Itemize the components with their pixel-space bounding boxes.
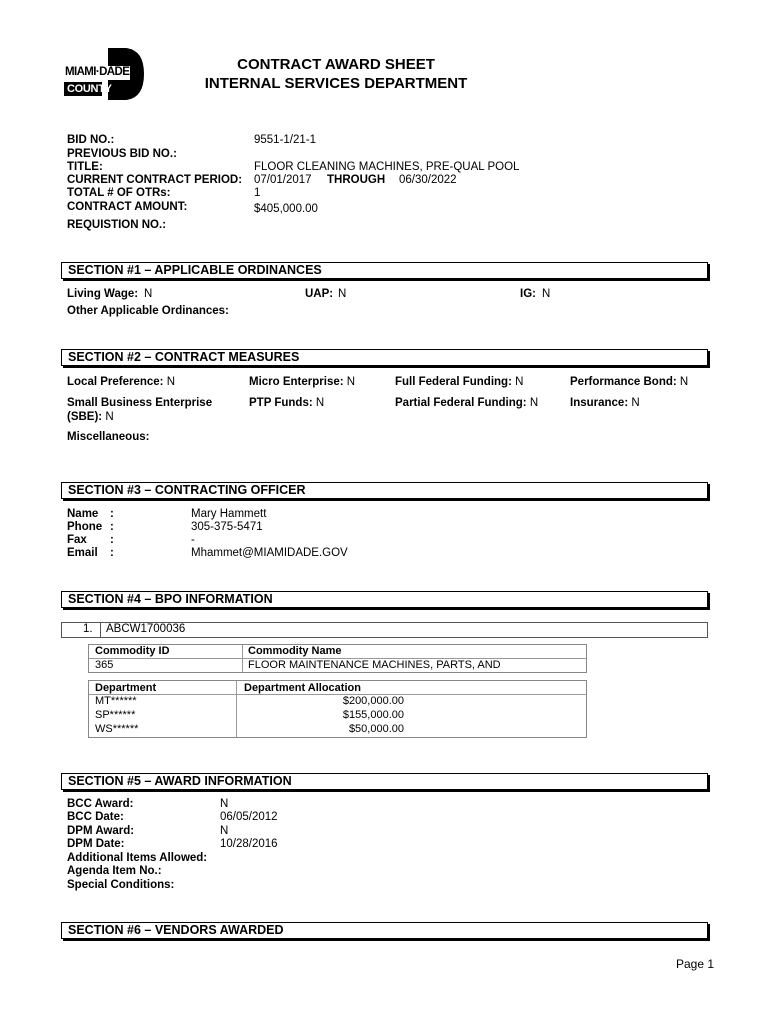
department-name: MT****** bbox=[95, 695, 137, 707]
previous-bid-label: PREVIOUS BID NO.: bbox=[67, 148, 177, 160]
bcc-date-value: 06/05/2012 bbox=[220, 811, 278, 823]
section-6-header bbox=[61, 922, 708, 939]
officer-name: Mary Hammett bbox=[191, 508, 267, 520]
department-allocation: $200,000.00 bbox=[342, 695, 404, 707]
dpm-award-label: DPM Award: bbox=[67, 825, 135, 837]
department-allocation: $155,000.00 bbox=[342, 709, 404, 721]
section-2-header bbox=[61, 349, 708, 366]
bpo-number: ABCW1700036 bbox=[106, 623, 186, 635]
section-4-header bbox=[61, 591, 708, 608]
period-label: CURRENT CONTRACT PERIOD: bbox=[67, 174, 243, 186]
colon: : bbox=[110, 521, 114, 533]
amount-label: CONTRACT AMOUNT: bbox=[67, 201, 188, 213]
commodity-id: 365 bbox=[95, 659, 114, 671]
officer-email[interactable]: Mhammet@MIAMIDADE.GOV bbox=[191, 547, 348, 559]
section-1-header bbox=[61, 262, 708, 279]
officer-phone: 305-375-5471 bbox=[191, 521, 263, 533]
otrs-value: 1 bbox=[254, 187, 261, 199]
bid-no-value: 9551-1/21-1 bbox=[254, 134, 317, 146]
department-name: SP****** bbox=[95, 709, 136, 721]
bcc-award-value: N bbox=[220, 798, 229, 810]
through-label: THROUGH bbox=[327, 174, 386, 186]
officer-fax: - bbox=[191, 534, 195, 546]
miami-dade-logo bbox=[64, 46, 144, 102]
commodity-name: FLOOR MAINTENANCE MACHINES, PARTS, AND bbox=[248, 659, 501, 671]
department-allocation: $50,000.00 bbox=[348, 723, 404, 735]
colon: : bbox=[110, 547, 114, 559]
department-header: Department bbox=[95, 682, 157, 694]
ptp-funds: PTP Funds: N bbox=[249, 397, 325, 409]
sbe: (SBE): N bbox=[67, 411, 114, 423]
requisition-label: REQUISTION NO.: bbox=[67, 219, 167, 231]
section-6-title: SECTION #6 – VENDORS AWARDED bbox=[68, 923, 284, 937]
section-3-header bbox=[61, 482, 708, 499]
sbe-label: Small Business Enterprise bbox=[67, 397, 213, 409]
page-title: CONTRACT AWARD SHEET bbox=[237, 56, 435, 73]
page-number: Page 1 bbox=[676, 957, 715, 971]
bcc-date-label: BCC Date: bbox=[67, 811, 124, 823]
otrs-label: TOTAL # OF OTRs: bbox=[67, 187, 171, 199]
divider bbox=[100, 622, 101, 638]
colon: : bbox=[110, 508, 114, 520]
logo-line-1: MIAMI·DADE bbox=[65, 66, 130, 78]
dpm-award-value: N bbox=[220, 825, 229, 837]
dpm-date-label: DPM Date: bbox=[67, 838, 125, 850]
living-wage-value: N bbox=[144, 288, 153, 300]
commodity-id-header: Commodity ID bbox=[95, 645, 170, 657]
officer-phone-label: Phone bbox=[67, 521, 103, 533]
living-wage-label: Living Wage: bbox=[67, 288, 139, 300]
performance-bond: Performance Bond: N bbox=[570, 376, 689, 388]
other-ordinances-label: Other Applicable Ordinances: bbox=[67, 305, 229, 317]
ig-label: IG: bbox=[520, 288, 536, 300]
divider bbox=[236, 681, 237, 737]
allocation-header: Department Allocation bbox=[244, 682, 361, 694]
commodity-table bbox=[88, 644, 587, 673]
section-3-title: SECTION #3 – CONTRACTING OFFICER bbox=[68, 483, 306, 497]
additional-items-label: Additional Items Allowed: bbox=[67, 852, 208, 864]
section-5-title: SECTION #5 – AWARD INFORMATION bbox=[68, 774, 292, 788]
agenda-item-label: Agenda Item No.: bbox=[67, 865, 162, 877]
miscellaneous-label: Miscellaneous: bbox=[67, 431, 150, 443]
page-subtitle: INTERNAL SERVICES DEPARTMENT bbox=[204, 75, 468, 92]
officer-email-label: Email bbox=[67, 547, 98, 559]
partial-federal-funding: Partial Federal Funding: N bbox=[395, 397, 539, 409]
bcc-award-label: BCC Award: bbox=[67, 798, 134, 810]
officer-name-label: Name bbox=[67, 508, 99, 520]
uap-value: N bbox=[338, 288, 347, 300]
micro-enterprise: Micro Enterprise: N bbox=[249, 376, 356, 388]
commodity-name-header: Commodity Name bbox=[248, 645, 342, 657]
bpo-row bbox=[61, 622, 708, 638]
bpo-item-number: 1. bbox=[83, 623, 93, 635]
special-conditions-label: Special Conditions: bbox=[67, 879, 175, 891]
insurance: Insurance: N bbox=[570, 397, 640, 409]
section-4-title: SECTION #4 – BPO INFORMATION bbox=[68, 592, 273, 606]
dpm-date-value: 10/28/2016 bbox=[220, 838, 278, 850]
period-end: 06/30/2022 bbox=[399, 174, 457, 186]
period-start: 07/01/2017 bbox=[254, 174, 312, 186]
ig-value: N bbox=[542, 288, 551, 300]
full-federal-funding: Full Federal Funding: N bbox=[395, 376, 524, 388]
section-1-title: SECTION #1 – APPLICABLE ORDINANCES bbox=[68, 263, 322, 277]
officer-fax-label: Fax bbox=[67, 534, 87, 546]
colon: : bbox=[110, 534, 114, 546]
logo-line-2: COUNTY bbox=[67, 83, 112, 95]
uap-label: UAP: bbox=[305, 288, 334, 300]
bid-no-label: BID NO.: bbox=[67, 134, 115, 146]
amount-value: $405,000.00 bbox=[254, 203, 318, 215]
section-5-header bbox=[61, 773, 708, 790]
department-name: WS****** bbox=[95, 723, 139, 735]
title-label: TITLE: bbox=[67, 161, 103, 173]
title-value: FLOOR CLEANING MACHINES, PRE-QUAL POOL bbox=[254, 161, 520, 173]
local-preference: Local Preference: N bbox=[67, 376, 176, 388]
department-table bbox=[88, 680, 587, 738]
section-2-title: SECTION #2 – CONTRACT MEASURES bbox=[68, 350, 300, 364]
